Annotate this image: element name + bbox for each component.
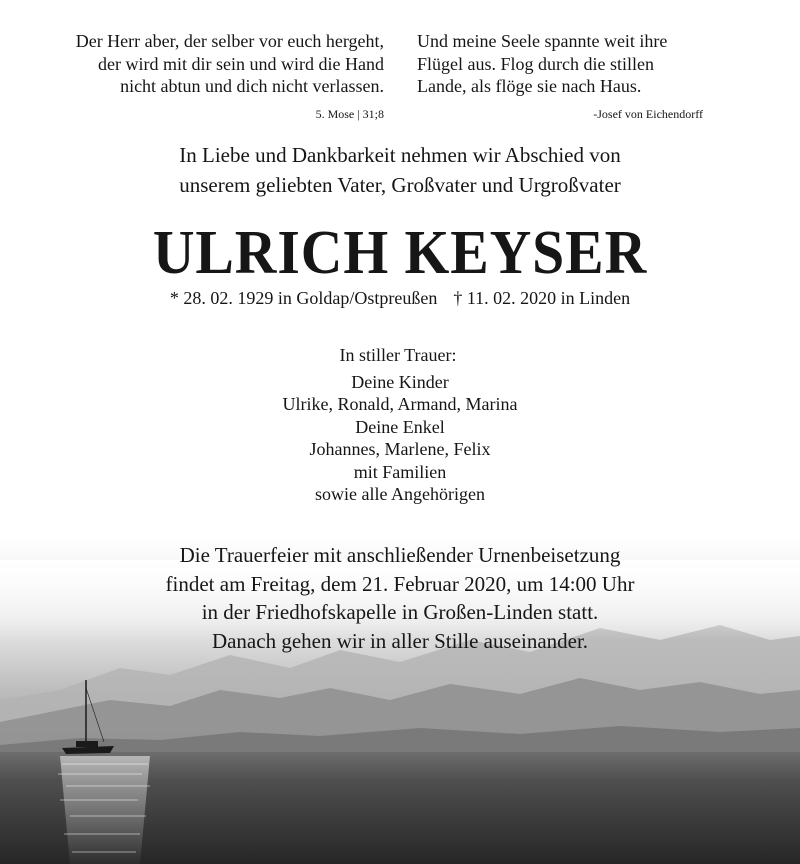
bible-quote <box>24 30 384 121</box>
quote-source: -Josef von Eichendorff <box>593 106 703 121</box>
mourner-line: Deine Enkel <box>355 416 445 437</box>
quote-line: Lande, als flöge sie nach Haus. <box>417 76 642 96</box>
death-date: † 11. 02. 2020 in Linden <box>453 288 631 308</box>
mourners-list <box>0 371 800 505</box>
deceased-name: ULRICH KEYSER <box>152 219 648 287</box>
life-dates <box>0 286 800 310</box>
ceremony-line: in der Friedhofskapelle in Großen-Linden statt. <box>201 600 599 624</box>
mourner-line: Johannes, Marlene, Felix <box>309 439 491 460</box>
quote-line: Flügel aus. Flog durch die stillen <box>417 53 654 74</box>
ceremony-line: Danach gehen wir in aller Stille auseinander. <box>211 628 589 653</box>
intro-line: In Liebe und Dankbarkeit nehmen wir Abschied von <box>179 143 621 167</box>
poem-quote <box>417 30 747 121</box>
quote-line: Der Herr aber, der selber vor euch hergeht, <box>75 31 384 51</box>
quote-line: der wird mit dir sein und wird die Hand <box>98 53 384 74</box>
intro-text <box>0 140 800 200</box>
quote-line: nicht abtun und dich nicht verlassen. <box>120 76 384 96</box>
ceremony-line: findet am Freitag, dem 21. Februar 2020, um 14:00 Uhr <box>165 571 635 596</box>
ceremony-line: Die Trauerfeier mit anschließender Urnenbeisetzung <box>179 543 621 567</box>
mourner-line: Ulrike, Ronald, Armand, Marina <box>282 394 518 415</box>
mourner-line: sowie alle Angehörigen <box>315 484 485 505</box>
quote-source: 5. Mose | 31;8 <box>315 106 384 121</box>
mourning-title: In stiller Trauer: <box>339 345 457 365</box>
birth-date: * 28. 02. 1929 in Goldap/Ostpreußen <box>169 288 438 308</box>
mourner-line: Deine Kinder <box>351 372 449 392</box>
ceremony-info <box>0 541 800 655</box>
mourner-line: mit Familien <box>353 461 447 482</box>
quote-line: Und meine Seele spannte weit ihre <box>417 31 668 51</box>
intro-line: unserem geliebten Vater, Großvater und Urgroßvater <box>179 173 621 197</box>
